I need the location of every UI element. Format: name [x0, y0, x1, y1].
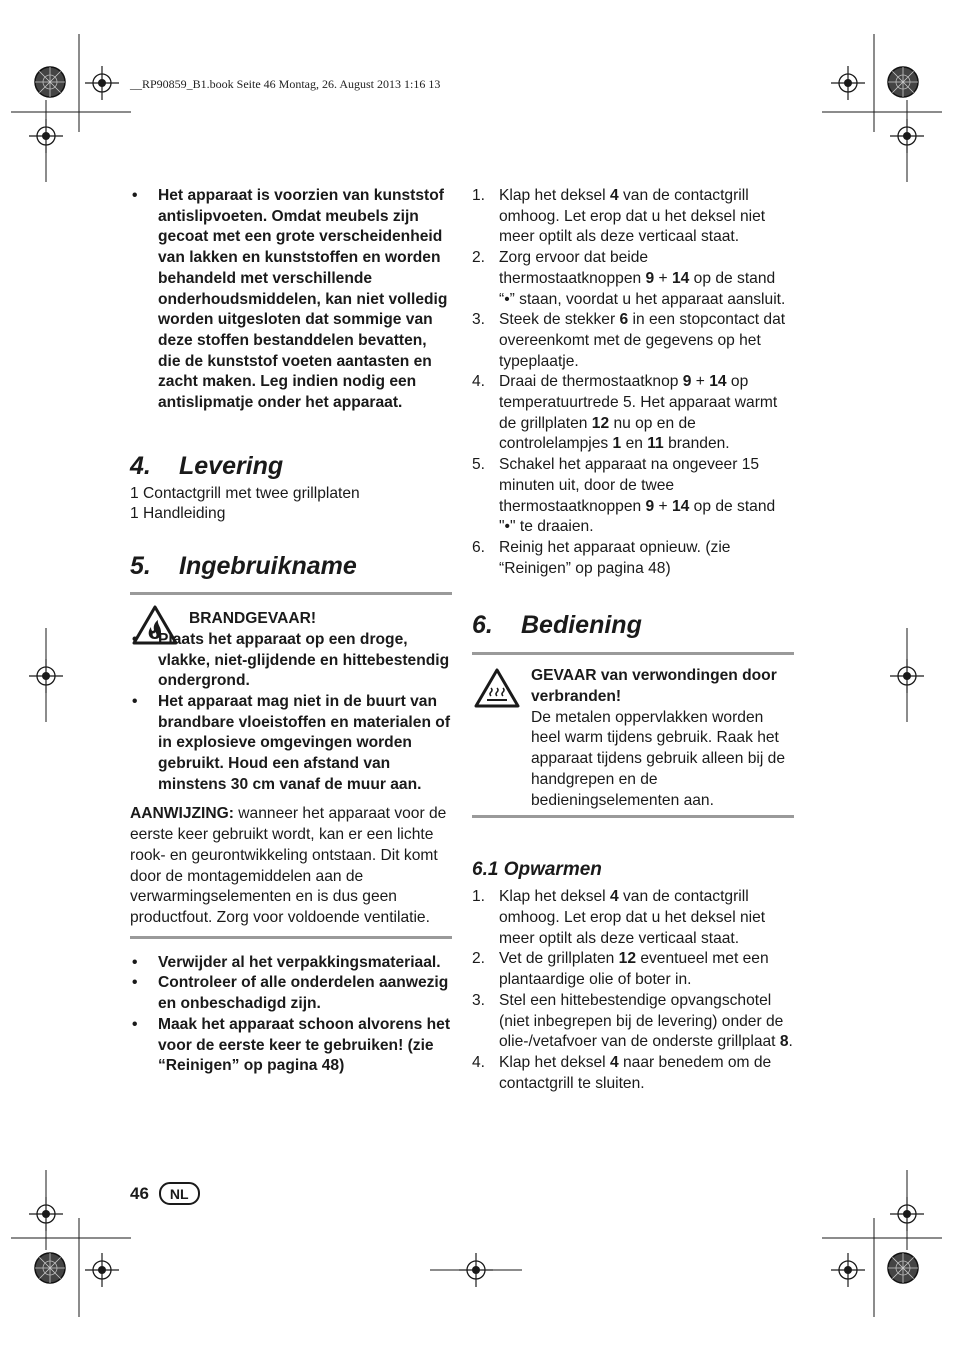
step-text: naar benedem om de contactgrill te sluiten.	[499, 1053, 772, 1092]
step-text: Reinig het apparaat opnieuw. (zie “Reinigen” op pagina 48)	[499, 538, 731, 577]
step-text: van de contactgrill omhoog. Let erop dat u het deksel niet meer optilt als deze verticaal staat.	[499, 187, 766, 246]
part-ref: 4	[609, 1053, 619, 1071]
section-heading	[130, 451, 452, 481]
usage-steps	[472, 186, 794, 579]
step-item	[472, 248, 794, 310]
step-text: en	[621, 435, 648, 453]
step-item	[472, 949, 794, 990]
step-number: 2.	[472, 950, 486, 968]
section-heading	[472, 610, 794, 640]
step-text: Vet de grillplaten	[499, 950, 619, 968]
step-text: in een stopcontact dat overeenkomt met de gegevens op het typeplaatje.	[499, 311, 786, 370]
step-text: Klap het deksel	[499, 888, 610, 906]
step-text: Steek de stekker	[499, 311, 620, 329]
intro-list	[130, 186, 452, 414]
warning-text: De metalen oppervlakken worden heel warm tijdens gebruik. Raak het apparaat tijdens gebruik alleen bij de handgrepen en de bedieningselementen aan.	[531, 708, 786, 809]
part-ref: 4	[609, 888, 619, 906]
section-number: 5.	[130, 552, 151, 581]
list-item: • Het apparaat is voorzien van kunststof antislipvoeten. Omdat meubels zijn gecoat met een grote verscheidenheid van lakken en kunststoffen en worden behandeld met verschillende onderhoudsmiddelen, kan niet volledig worden uitgesloten dat sommige van deze stoffen bestanddelen bevatten, die de kunststof voeten aantasten en zacht maken. Leg indien nodig een antislipmatje onder het apparaat.	[130, 186, 452, 414]
burn-warning	[472, 666, 794, 811]
section-number: 6.	[472, 611, 493, 640]
section-title: Ingebruikname	[179, 552, 357, 581]
list-item: • Verwijder al het verpakkingsmateriaal.	[130, 953, 452, 974]
step-number: 1.	[472, 888, 486, 906]
fire-warning	[130, 609, 452, 795]
step-item	[472, 538, 794, 579]
part-ref: 4	[609, 187, 619, 204]
step-text: Draai de thermostaatknop	[499, 373, 683, 391]
note-label: AANWIJZING:	[130, 805, 234, 823]
step-text: +	[691, 373, 710, 391]
list-item	[130, 1015, 452, 1077]
delivery-item: 1 Handleiding	[130, 505, 226, 523]
step-text: Klap het deksel	[499, 1053, 610, 1071]
part-ref: 12	[618, 950, 636, 968]
part-ref: 14	[671, 497, 690, 515]
step-text: +	[654, 497, 672, 515]
step-text: nu op en de controlelampjes	[499, 414, 696, 453]
page-number: 46	[130, 1183, 149, 1203]
step-text: +	[654, 269, 672, 287]
section-title: Bediening	[521, 611, 642, 640]
step-text: van de contactgrill omhoog. Let erop dat u het deksel niet meer optilt als deze verticaal staat.	[499, 888, 766, 947]
step-number: 3.	[472, 311, 486, 329]
part-ref: 9	[645, 497, 655, 515]
step-text: .	[788, 1033, 793, 1051]
note-paragraph	[130, 804, 452, 928]
prep-list	[130, 953, 452, 1077]
step-item	[472, 991, 794, 1053]
part-ref: 11	[647, 435, 664, 453]
part-ref: 12	[591, 414, 610, 432]
delivery-item: 1 Contactgrill met twee grillplaten	[130, 484, 360, 502]
step-item	[472, 186, 794, 248]
list-item: • Controleer of alle onderdelen aanwezig en onbeschadigd zijn.	[130, 973, 452, 1014]
fire-warning-list	[130, 630, 452, 796]
instruction-ref: (zie “Reinigen” op pagina 48)	[158, 1036, 434, 1075]
step-text: Zorg ervoor dat beide thermostaatknoppen	[499, 249, 649, 287]
section-number: 4.	[130, 451, 151, 480]
step-number: 5.	[472, 456, 486, 474]
subsection-heading: 6.1 Opwarmen	[472, 859, 602, 881]
step-number: 4.	[472, 1053, 486, 1071]
step-text: branden.	[663, 435, 730, 453]
part-ref: 8	[779, 1033, 789, 1051]
step-text: op temperatuurtrede 5. Het apparaat warmt de grillplaten	[499, 373, 778, 432]
step-number: 6.	[472, 538, 486, 556]
step-text: eventueel met een plantaardige olie of boter in.	[499, 950, 769, 989]
step-text: Stel een hittebestendige opvangschotel (niet inbegrepen bij de levering) onder de olie-/vetafvoer van de onderste grillplaat	[499, 991, 784, 1051]
step-number: 2.	[472, 249, 486, 267]
page-footer	[130, 1182, 200, 1205]
step-item	[472, 455, 794, 538]
note-text: wanneer het apparaat voor de eerste keer gebruikt wordt, kan er een lichte rook- en geurontwikkeling ontstaan. Dit komt door de montagemiddelen aan de verwarmingselementen en is dus geen productfout. Zorg voor voldoende ventilatie.	[130, 805, 447, 926]
print-header: __RP90859_B1.book Seite 46 Montag, 26. August 2013 1:16 13	[130, 77, 441, 91]
section-title: Levering	[179, 451, 284, 480]
part-ref: 14	[671, 269, 690, 287]
step-text: op de stand “•” staan, voordat u het apparaat aansluit.	[499, 269, 786, 308]
part-ref: 9	[682, 373, 692, 391]
warning-title: BRANDGEVAAR!	[189, 610, 317, 628]
step-item	[472, 372, 794, 455]
part-ref: 14	[709, 373, 727, 391]
list-item: • Plaats het apparaat op een droge, vlakke, niet-glijdende en hittebestendig ondergrond.	[130, 630, 452, 692]
step-number: 4.	[472, 373, 486, 391]
step-item	[472, 310, 794, 372]
part-ref: 6	[619, 311, 629, 329]
language-badge: NL	[159, 1182, 200, 1205]
part-ref: 9	[645, 269, 655, 287]
hot-surface-icon	[474, 668, 520, 708]
bold-instruction: Maak het apparaat schoon alvorens het voor de eerste keer te gebruiken!	[158, 1015, 451, 1054]
left-column	[130, 186, 452, 1077]
step-item	[472, 1053, 794, 1094]
right-column	[472, 186, 794, 1094]
step-text: op de stand "•" te draaien.	[499, 497, 776, 536]
warmup-steps	[472, 887, 794, 1094]
section-heading	[130, 551, 452, 581]
part-ref: 1	[612, 435, 622, 453]
step-item	[472, 887, 794, 949]
step-text: Schakel het apparaat na ongeveer 15 minuten uit, door de twee thermostaatknoppen	[499, 456, 760, 515]
list-item: • Het apparaat mag niet in de buurt van brandbare vloeistoffen en materialen of in explosieve omgevingen worden gebruikt. Houd een afstand van minstens 30 cm vanaf de muur aan.	[130, 692, 452, 796]
step-number: 3.	[472, 991, 486, 1009]
step-text: Klap het deksel	[499, 187, 610, 204]
warning-title: GEVAAR van verwondingen door verbranden!	[531, 667, 777, 706]
step-number: 1.	[472, 187, 486, 204]
